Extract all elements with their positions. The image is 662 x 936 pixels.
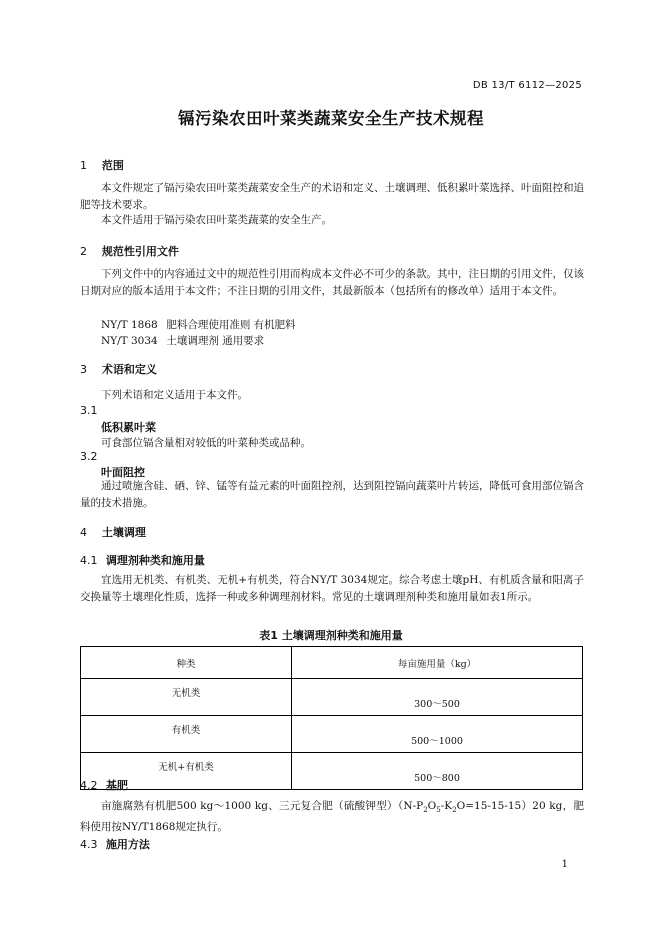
subscript: 5 [436, 806, 441, 815]
table-caption: 表1 土壤调理剂种类和施用量 [259, 629, 403, 642]
table-cell-type: 无机+有机类 [81, 753, 292, 790]
subsection-title: 施用方法 [105, 838, 150, 851]
reference-name: 土壤调理剂 通用要求 [166, 335, 265, 347]
subsection-4-2-paragraph [80, 798, 584, 835]
subsection-title: 基肥 [105, 779, 128, 792]
table-cell-amount: 500～1000 [292, 716, 583, 753]
term-name: 低积累叶菜 [101, 421, 156, 434]
document-title: 镉污染农田叶菜类蔬菜安全生产技术规程 [178, 109, 484, 128]
term-number: 3.1 [80, 404, 98, 417]
subsection-number: 4.3 [80, 838, 98, 851]
term-number: 3.2 [80, 450, 98, 463]
section-number: 3 [80, 363, 87, 376]
table-header-cell: 种类 [81, 647, 292, 679]
section-2-heading [80, 243, 179, 259]
subsection-4-1-heading [80, 552, 205, 568]
section-title: 范围 [101, 159, 124, 172]
reference-code: NY/T 1868 [101, 319, 158, 331]
section-1-paragraph-1: 本文件规定了镉污染农田叶菜类蔬菜安全生产的术语和定义、土壤调理、低积累叶菜选择、叶面阻控和追肥等技术要求。 [80, 182, 584, 211]
section-1-paragraph-2: 本文件适用于镉污染农田叶菜类蔬菜的安全生产。 [101, 214, 332, 226]
text-run: 亩施腐熟有机肥500 kg～1000 kg、三元复合肥（硫酸钾型）（N-P [101, 800, 424, 812]
table-cell-type: 有机类 [81, 716, 292, 753]
section-number: 2 [80, 245, 87, 258]
term-definition: 通过喷施含硅、硒、锌、锰等有益元素的叶面阻控剂，达到阻控镉向蔬菜叶片转运，降低可食用部位镉含量的技术措施。 [80, 480, 584, 509]
subscript: 2 [452, 806, 457, 815]
section-number: 1 [80, 159, 87, 172]
section-title: 土壤调理 [101, 526, 146, 539]
section-2-paragraph-1: 下列文件中的内容通过文中的规范性引用而构成本文件必不可少的条款。其中，注日期的引用文件，仅该日期对应的版本适用于本文件；不注日期的引用文件，其最新版本（包括所有的修改单）适用于本文件。 [80, 268, 584, 297]
table-cell-amount: 500～800 [292, 753, 583, 790]
reference-code: NY/T 3034 [101, 335, 158, 347]
text-run: O=15-15-15）20 kg，肥料使用按NY/T1868规定执行。 [80, 800, 584, 833]
table-header-row [81, 647, 583, 679]
subsection-4-3-heading [80, 836, 150, 852]
section-3-heading [80, 361, 157, 377]
table-cell-amount: 300～500 [292, 679, 583, 716]
reference-item [101, 317, 296, 332]
section-3-paragraph-1: 下列术语和定义适用于本文件。 [101, 389, 248, 401]
section-4-heading [80, 524, 146, 540]
section-1-heading [80, 157, 124, 173]
section-title: 规范性引用文件 [101, 245, 179, 258]
subsection-number: 4.1 [80, 554, 98, 567]
subsection-4-1-paragraph: 宜选用无机类、有机类、无机+有机类，符合NY/T 3034规定。综合考虑土壤pH、有机质含量和阳离子交换量等土壤理化性质，选择一种或多种调理剂材料。常见的土壤调理剂种类和施用量如表1所示。 [80, 574, 584, 603]
document-code: DB 13/T 6112—2025 [472, 80, 582, 91]
subsection-4-2-heading [80, 777, 128, 793]
subscript: 2 [423, 806, 428, 815]
term-definition: 可食部位镉含量相对较低的叶菜种类或品种。 [101, 437, 311, 449]
text-run: O [427, 800, 437, 812]
text-run: -K [440, 800, 453, 812]
soil-conditioner-table [80, 646, 583, 790]
section-number: 4 [80, 526, 87, 539]
section-title: 术语和定义 [101, 363, 157, 376]
subsection-number: 4.2 [80, 779, 98, 792]
term-name: 叶面阻控 [101, 466, 145, 479]
table-row [81, 753, 583, 790]
table-row [81, 716, 583, 753]
table-row [81, 679, 583, 716]
table-header-cell: 每亩施用量（kg） [292, 647, 583, 679]
page-number: 1 [561, 859, 568, 870]
reference-item [101, 333, 264, 348]
reference-name: 肥料合理使用准则 有机肥料 [166, 319, 296, 331]
subsection-title: 调理剂种类和施用量 [105, 554, 205, 567]
table-cell-type: 无机类 [81, 679, 292, 716]
